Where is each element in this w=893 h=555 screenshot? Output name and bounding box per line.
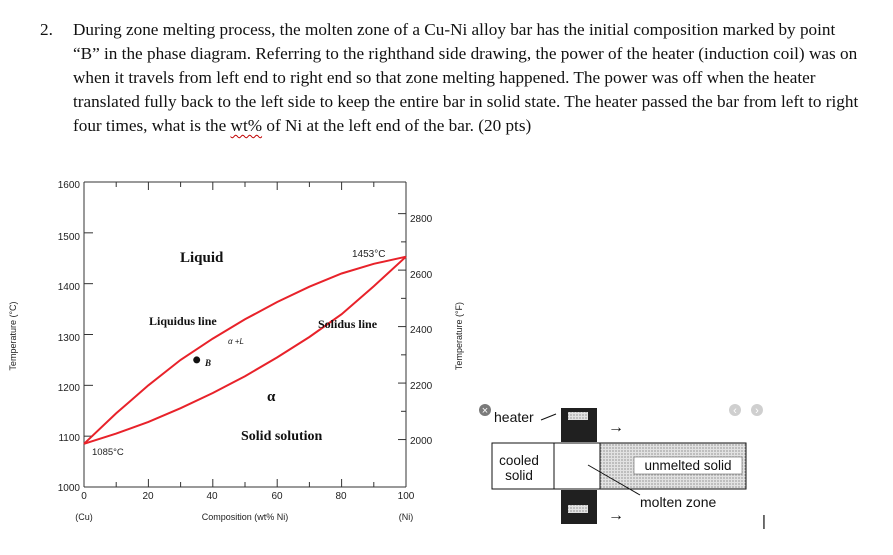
solidus-label: Solidus line (318, 317, 378, 331)
y-tick-1500: 1500 (57, 232, 80, 243)
x-axis-end-left: (Cu) (75, 512, 93, 522)
heater-arrow-top-icon: → (608, 419, 624, 436)
question-number: 2. (40, 20, 53, 39)
y-tick-1000: 1000 (57, 483, 80, 494)
y2-tick-2000: 2000 (410, 436, 433, 447)
alpha-label: α (267, 389, 276, 405)
y-axis-title-left: Temperature (°C) (8, 301, 18, 371)
svg-text:×: × (481, 405, 489, 417)
svg-text:‹: ‹ (733, 405, 737, 417)
heater-label: heater (494, 409, 534, 425)
melt-ni-label: 1453°C (352, 249, 386, 260)
melt-cu-label: 1085°C (92, 447, 124, 458)
x-axis-end-right: (Ni) (398, 512, 414, 522)
x-tick-20: 20 (142, 491, 154, 502)
cooled-label-line1: cooled (499, 453, 539, 468)
y-tick-1100: 1100 (58, 433, 80, 444)
y-axis-title-right: Temperature (°F) (454, 301, 464, 371)
two-phase-label: α +L (228, 337, 244, 346)
y-tick-1200: 1200 (57, 383, 80, 394)
next-icon[interactable] (751, 404, 763, 417)
close-icon[interactable] (479, 404, 491, 417)
y-tick-1400: 1400 (57, 282, 80, 293)
x-tick-0: 0 (81, 491, 87, 502)
x-tick-40: 40 (206, 491, 218, 502)
svg-text:›: › (755, 405, 759, 417)
x-tick-80: 80 (335, 491, 347, 502)
heater-coil-top (561, 408, 597, 442)
molten-zone-bar (554, 443, 600, 489)
heater-leader-line (541, 414, 556, 420)
unmelted-label: unmelted solid (644, 458, 732, 473)
liquidus-label: Liquidus line (149, 314, 217, 328)
spellcheck-word: wt% (230, 116, 263, 135)
question-body: During zone melting process, the molten zone of a Cu-Ni alloy bar has the initial composition marked by point “B” in the phase diagram. Referring to the righthand side drawing, the power of the heater (induction coil) was on when it travels from left end to right end so that zone melting happened. The power was off when the heater translated fully back to the left side to keep the entire bar in solid state. The heater passed the bar from left to right four times, what is the wt% of Ni at the left end of the bar. (20 pts) (73, 20, 859, 135)
heater-coil-bottom (561, 490, 597, 524)
y2-tick-2200: 2200 (410, 381, 433, 392)
y2-tick-2400: 2400 (410, 325, 433, 336)
point-b-label: B (205, 358, 212, 368)
heater-arrow-bottom-icon: → (608, 507, 624, 524)
x-tick-60: 60 (271, 491, 283, 502)
x-axis-title: Composition (wt% Ni) (201, 512, 289, 522)
y-tick-1600: 1600 (57, 180, 80, 191)
y-tick-1300: 1300 (57, 333, 80, 344)
molten-zone-label: molten zone (640, 494, 717, 510)
previous-icon[interactable] (729, 404, 741, 417)
liquid-label: Liquid (180, 250, 224, 266)
y2-tick-2800: 2800 (410, 214, 433, 225)
solid-solution-label: Solid solution (241, 429, 323, 444)
y2-tick-2600: 2600 (410, 270, 433, 281)
cooled-label-line2: solid (505, 468, 533, 483)
x-tick-100: 100 (397, 491, 415, 502)
text-cursor: | (762, 513, 766, 530)
